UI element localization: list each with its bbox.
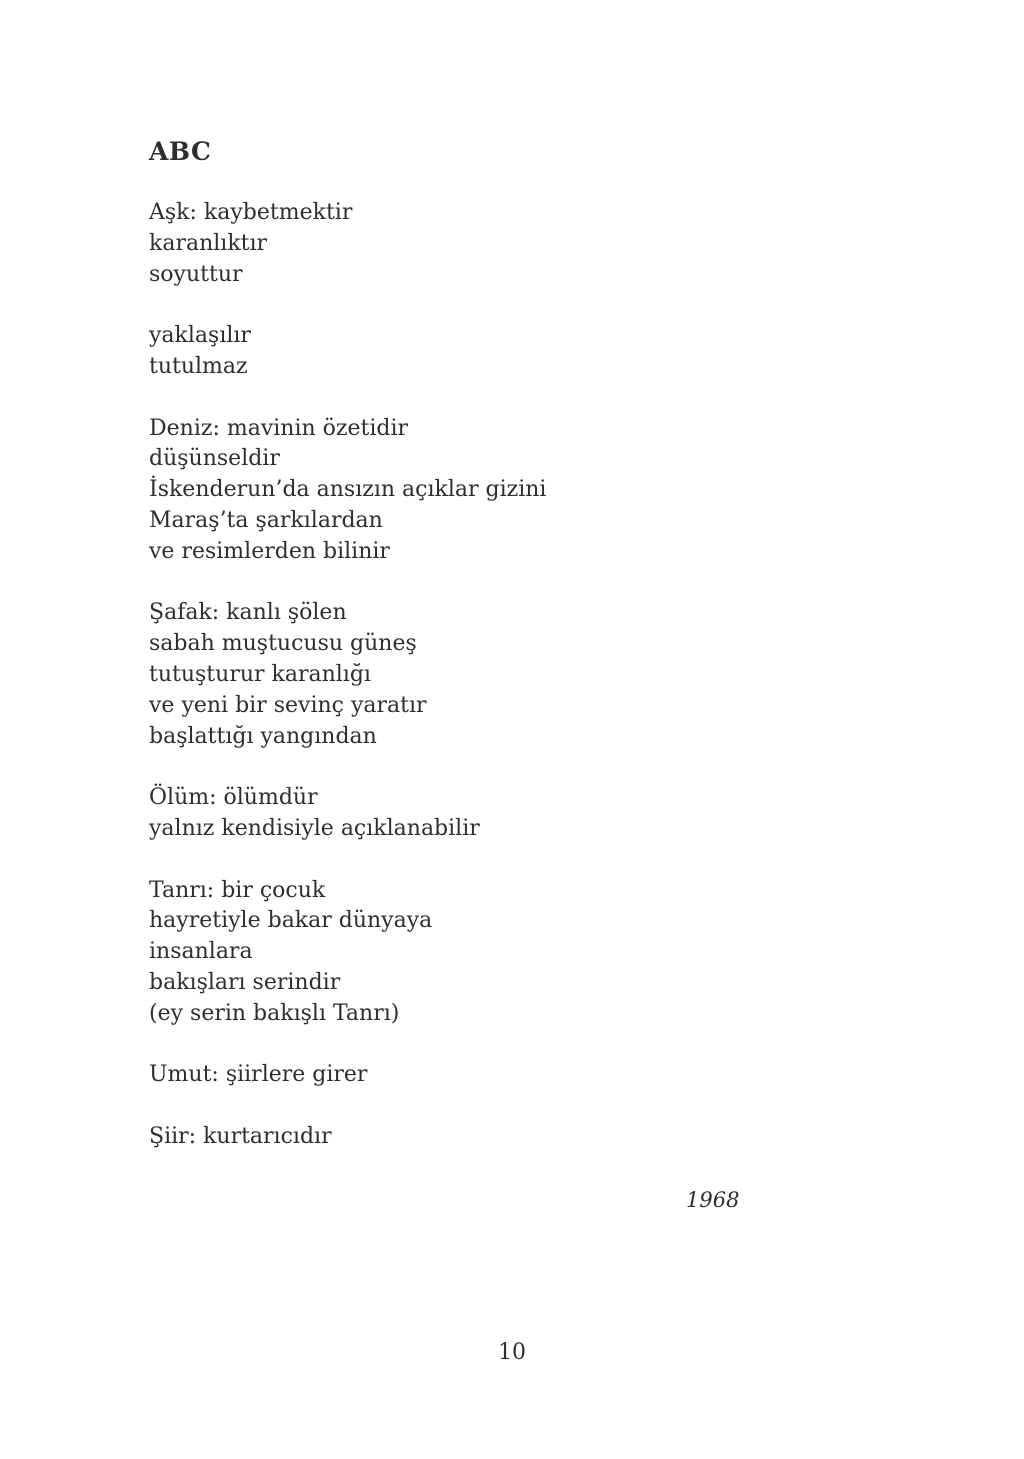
stanza-break [149, 1030, 546, 1061]
poem-line: soyuttur [149, 261, 243, 287]
stanza [149, 1060, 546, 1091]
poem-line: insanlara [149, 939, 253, 965]
poem-line: ve yeni bir sevinç yaratır [149, 692, 427, 718]
poem-line: Şiir: kurtarıcıdır [149, 1123, 332, 1149]
stanza [149, 321, 546, 383]
poem-line: yalnız kendisiyle açıklanabilir [149, 815, 480, 841]
poem-line: Tanrı: bir çocuk [149, 877, 326, 903]
poem-line: Şafak: kanlı şölen [149, 600, 347, 626]
poem-line: yaklaşılır [149, 323, 251, 349]
poem-line: Maraş’ta şarkılardan [149, 507, 383, 533]
poem-line: hayretiyle bakar dünyaya [149, 908, 433, 934]
stanza [149, 783, 546, 845]
stanza [149, 876, 546, 1030]
page-number: 10 [498, 1340, 526, 1365]
stanza [149, 598, 546, 752]
poem-line: Ölüm: ölümdür [149, 785, 318, 811]
poem-line: Umut: şiirlere girer [149, 1062, 368, 1088]
poem-line: tutulmaz [149, 353, 248, 379]
poem-line: düşünseldir [149, 446, 280, 472]
poem-line: ve resimlerden bilinir [149, 538, 390, 564]
poem-line: İskenderun’da ansızın açıklar gizini [149, 477, 547, 503]
stanza-break [149, 568, 546, 599]
poem-line: başlattığı yangından [149, 723, 377, 749]
poem-line: bakışları serindir [149, 969, 341, 995]
stanza-break [149, 845, 546, 876]
poem-line: (ey serin bakışlı Tanrı) [149, 1000, 400, 1026]
stanza [149, 1122, 546, 1153]
poem-line: Deniz: mavinin özetidir [149, 415, 409, 441]
stanza-break [149, 1091, 546, 1122]
poem-body [149, 198, 546, 1153]
stanza-break [149, 290, 546, 321]
poem-line: karanlıktır [149, 230, 268, 256]
poem-year: 1968 [686, 1188, 740, 1212]
poem-line: tutuşturur karanlığı [149, 661, 371, 687]
stanza-break [149, 752, 546, 783]
poem-title: ABC [149, 137, 212, 166]
stanza [149, 414, 546, 568]
poem-line: Aşk: kaybetmektir [149, 200, 353, 225]
stanza [149, 198, 546, 290]
stanza-break [149, 383, 546, 414]
poem-line: sabah muştucusu güneş [149, 631, 417, 657]
